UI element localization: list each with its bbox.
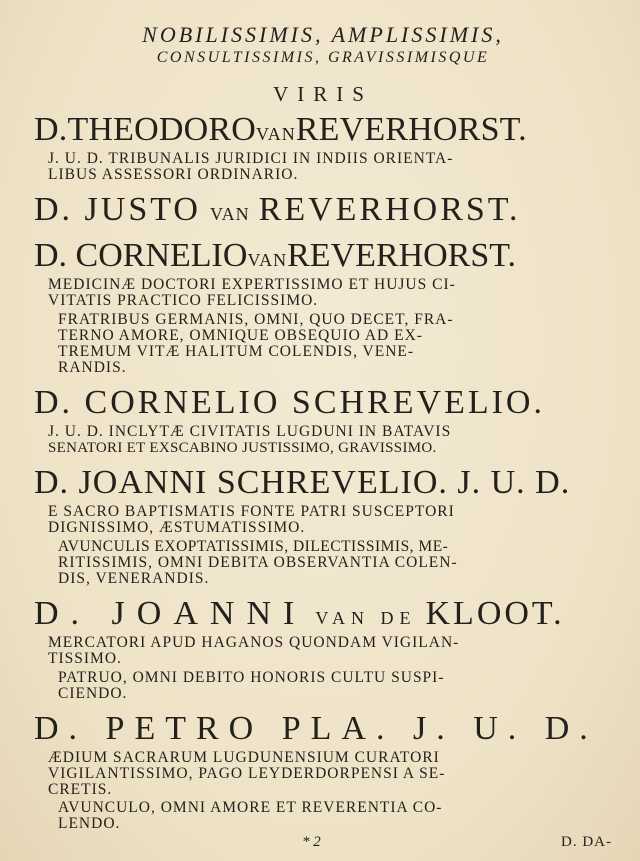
description-line: MEDICINÆ DOCTORI EXPERTISSIMO ET HUJUS CI- (48, 276, 456, 293)
heading-line-2: CONSULTISSIMIS, GRAVISSIMISQUE (156, 49, 490, 66)
name-cornelio-reverhorst: D. CORNELIOVANREVERHORST. (34, 237, 517, 274)
dedication-line: RANDIS. (58, 359, 127, 376)
dedication-line: TERNO AMORE, OMNIQUE OBSEQUIO AD EX- (58, 327, 423, 344)
description-line: ÆDIUM SACRARUM LUGDUNENSIUM CURATORI (48, 749, 440, 766)
name-justo: D. JUSTO VAN REVERHORST. (34, 191, 521, 228)
name-cornelio-schrevelio: D. CORNELIO SCHREVELIO. (34, 384, 545, 421)
dedication-line: TREMUM VITÆ HALITUM COLENDIS, VENE- (58, 343, 415, 360)
description-line: VITATIS PRACTICO FELICISSIMO. (48, 292, 319, 309)
description-line: E SACRO BAPTISMATIS FONTE PATRI SUSCEPTORI (48, 503, 455, 520)
dedication-line: AVUNCULO, OMNI AMORE ET REVERENTIA CO- (58, 799, 443, 816)
name-theodoro: D.THEODOROVANREVERHORST. (34, 111, 527, 148)
description-line: MERCATORI APUD HAGANOS QUONDAM VIGILAN- (48, 634, 460, 651)
dedication-line: RITISSIMIS, OMNI DEBITA OBSERVANTIA COLEN- (58, 554, 458, 571)
description-line: J. U. D. INCLYTÆ CIVITATIS LUGDUNI IN BATAVIS (48, 423, 452, 440)
page-footer (34, 834, 612, 854)
dedication-line: PATRUO, OMNI DEBITO HONORIS CULTU SUSPI- (58, 669, 445, 686)
dedication-line: FRATRIBUS GERMANIS, OMNI, QUO DECET, FRA- (58, 311, 454, 328)
description-line: LIBUS ASSESSORI ORDINARIO. (48, 166, 299, 183)
description-line: J. U. D. TRIBUNALIS JURIDICI IN INDIIS ORIENTA- (48, 150, 454, 167)
dedication-line: AVUNCULIS EXOPTATISSIMIS, DILECTISSIMIS, ME- (58, 538, 449, 555)
name-joanni-schrevelio: D. JOANNI SCHREVELIO. J. U. D. (34, 464, 571, 501)
dedication-line: LENDO. (58, 815, 121, 832)
name-joanni-kloot: D. JOANNI VAN DE KLOOT. (34, 595, 565, 632)
description-line: SENATORI ET EXSCABINO JUSTISSIMO, GRAVISSIMO. (48, 440, 437, 456)
dedication-line: DIS, VENERANDIS. (58, 570, 210, 587)
dedication-line: CIENDO. (58, 685, 128, 702)
signature-mark: * 2 (302, 834, 321, 850)
name-petro-pla: D. PETRO PLA. J. U. D. (34, 710, 598, 747)
heading-viri: VIRIS (273, 82, 373, 106)
description-line: TISSIMO. (48, 650, 122, 667)
catchword: D. DA- (561, 834, 612, 850)
description-line: DIGNISSIMO, ÆSTUMATISSIMO. (48, 519, 306, 536)
description-line: VIGILANTISSIMO, PAGO LEYDERDORPENSI A SE- (48, 765, 446, 782)
description-line: CRETIS. (48, 781, 113, 798)
heading-line-1: NOBILISSIMIS, AMPLISSIMIS, (142, 22, 504, 47)
